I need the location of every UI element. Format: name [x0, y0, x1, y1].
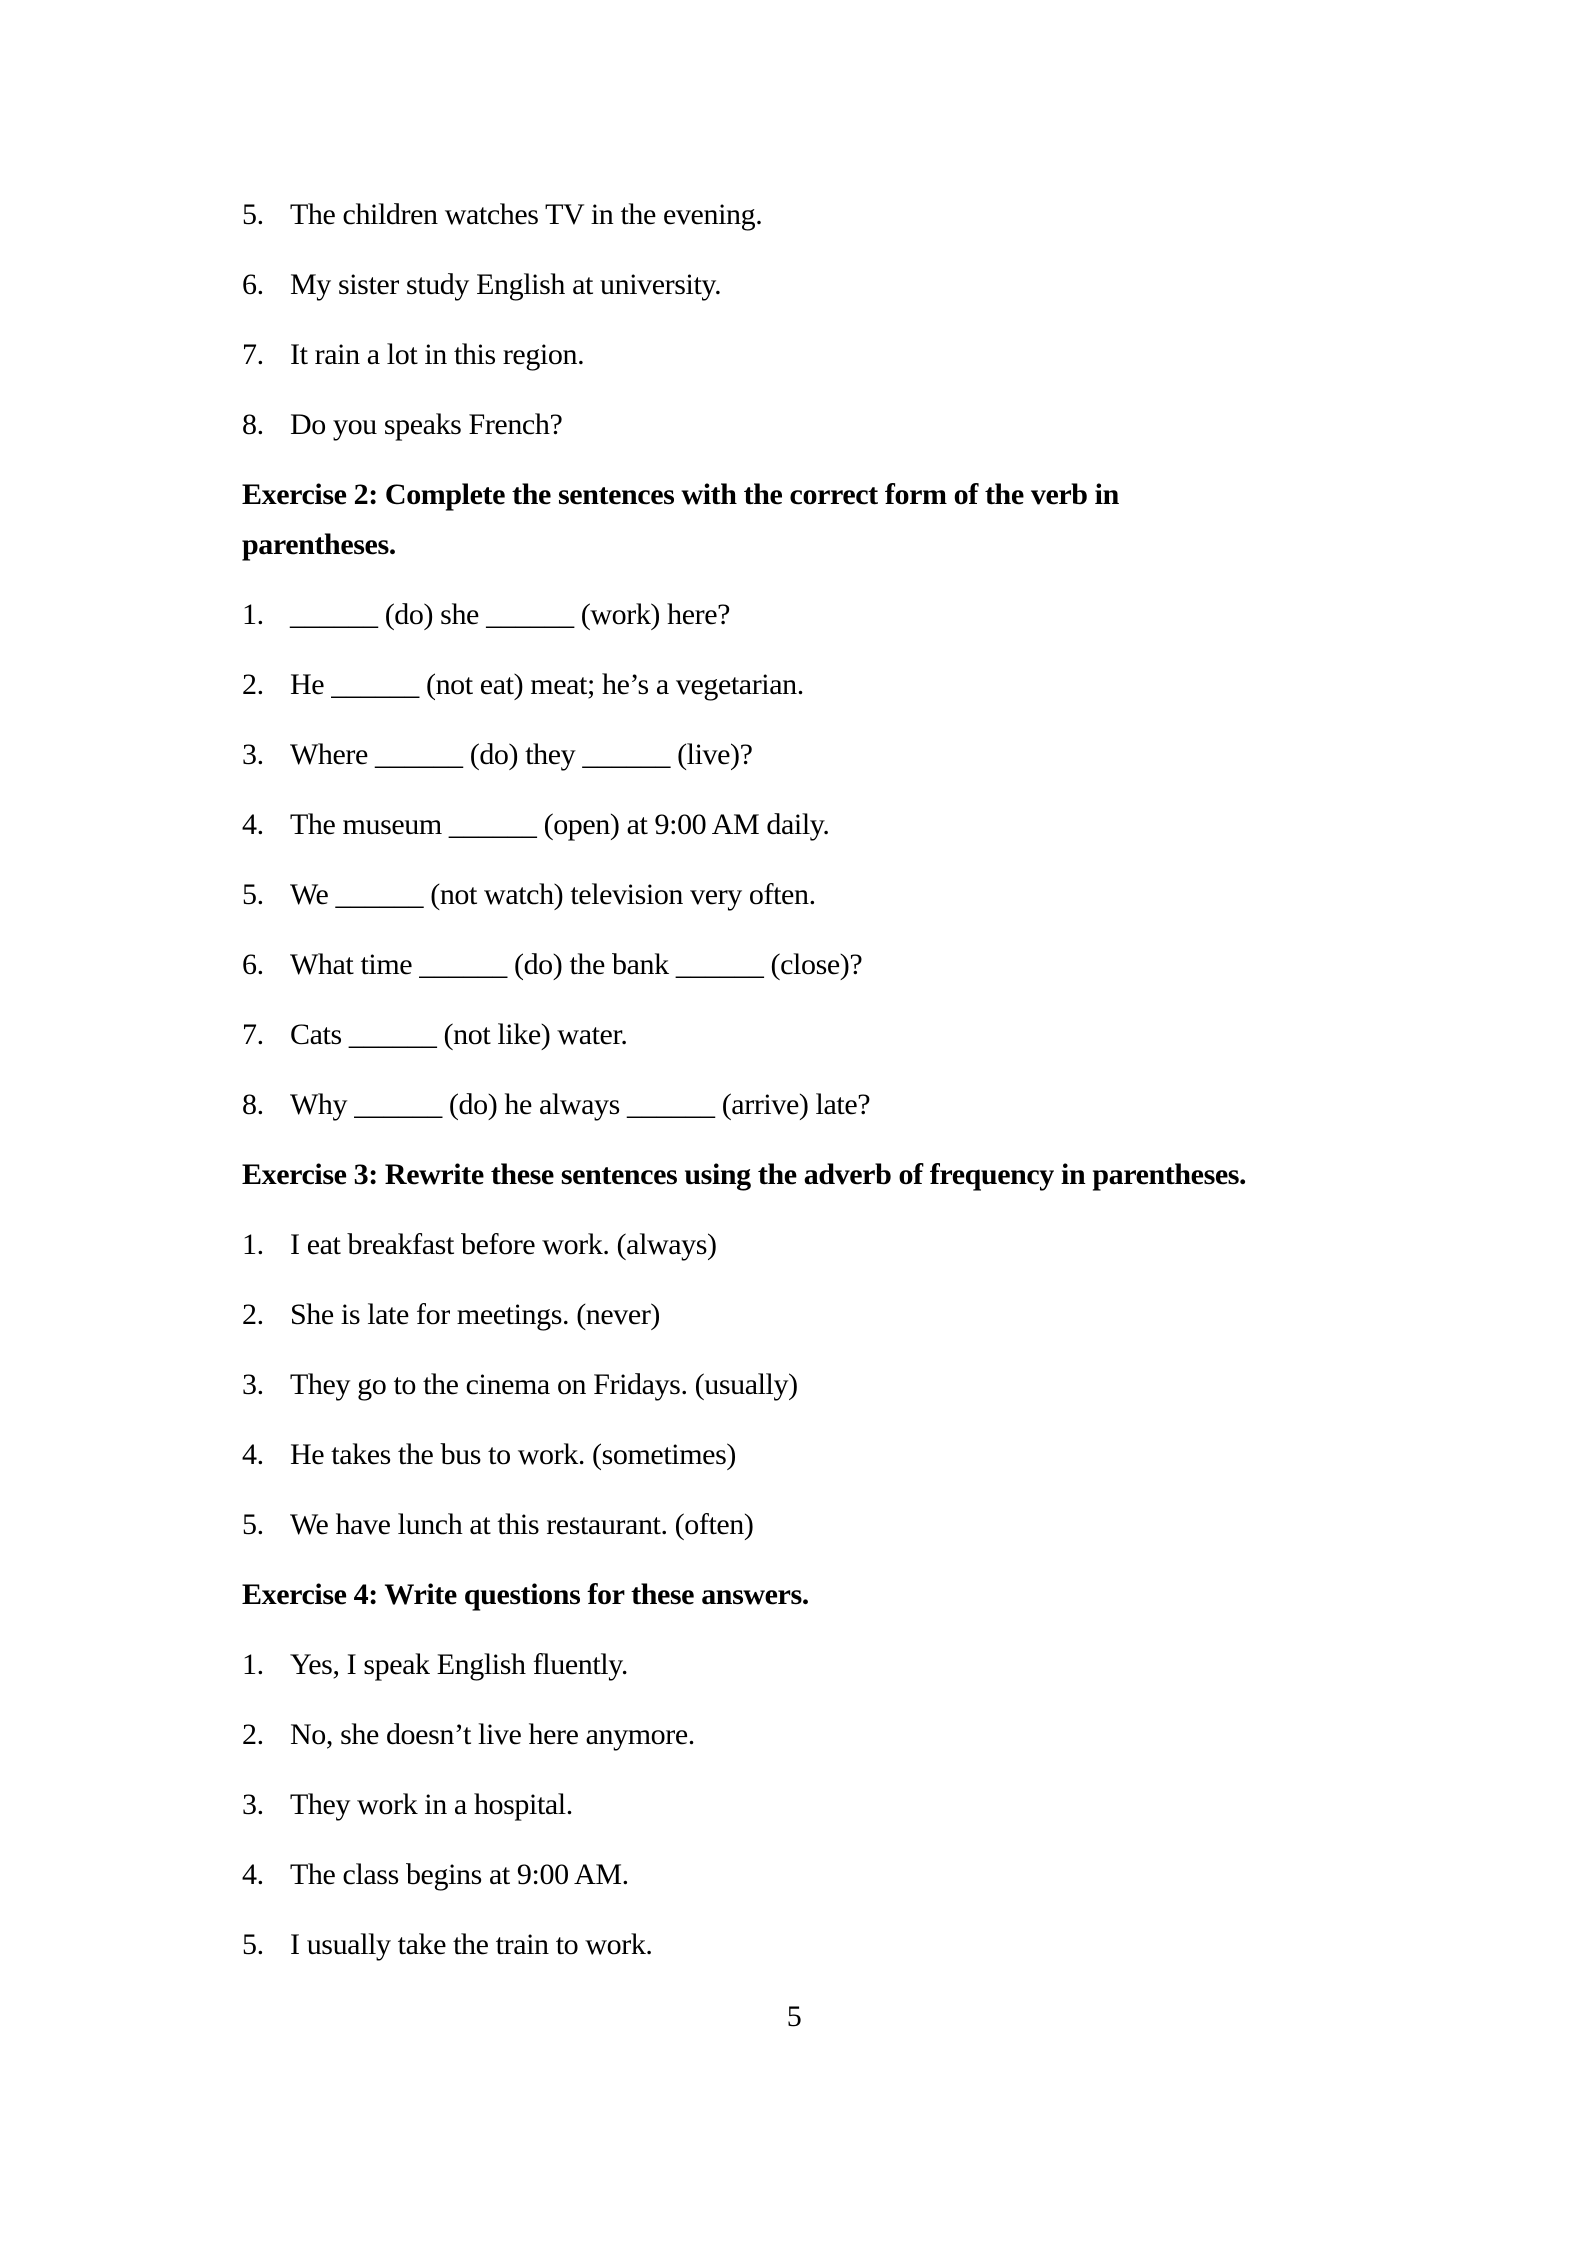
list-item-number: 4.: [242, 1858, 264, 1891]
list-item: [242, 330, 1402, 380]
list-item-number: 5.: [242, 198, 264, 231]
list-item-number: 1.: [242, 598, 264, 631]
list-item-number: 4.: [242, 808, 264, 841]
list-item: [242, 1710, 1402, 1760]
list-item-text: We have lunch at this restaurant. (often): [290, 1508, 754, 1541]
list-item-number: 5.: [242, 1508, 264, 1541]
list-item-text: No, she doesn’t live here anymore.: [290, 1718, 695, 1751]
list-item-number: 7.: [242, 1018, 264, 1051]
page-number: 5: [786, 2000, 802, 2033]
list-item-number: 3.: [242, 738, 264, 771]
list-item: [242, 1850, 1402, 1900]
list-item: [242, 730, 1402, 780]
list-item-number: 2.: [242, 1298, 264, 1331]
list-item-number: 6.: [242, 948, 264, 981]
list-item-text: He takes the bus to work. (sometimes): [290, 1438, 736, 1471]
list-item: [242, 940, 1402, 990]
list-item-text: I usually take the train to work.: [290, 1928, 653, 1961]
list-item-text: Yes, I speak English fluently.: [290, 1648, 628, 1681]
list-item: [242, 1500, 1402, 1550]
list-item-number: 4.: [242, 1438, 264, 1471]
exercise2-heading-line2: parentheses.: [242, 528, 396, 561]
exercise4-heading: [242, 1570, 1402, 1620]
list-item-text: The class begins at 9:00 AM.: [290, 1858, 629, 1891]
list-item-text: Do you speaks French?: [290, 408, 563, 441]
list-item-text: He ______ (not eat) meat; he’s a vegetarian.: [290, 668, 804, 701]
list-item-text: We ______ (not watch) television very often.: [290, 878, 816, 911]
list-item-number: 2.: [242, 1718, 264, 1751]
list-item-number: 7.: [242, 338, 264, 371]
list-item: [242, 1640, 1402, 1690]
list-item: [242, 660, 1402, 710]
list-item: [242, 400, 1402, 450]
exercise3-heading: [242, 1150, 1402, 1200]
list-item-text: Where ______ (do) they ______ (live)?: [290, 738, 753, 771]
list-item: [242, 260, 1402, 310]
list-item-number: 2.: [242, 668, 264, 701]
list-item-text: The museum ______ (open) at 9:00 AM daily.: [290, 808, 830, 841]
list-item-text: ______ (do) she ______ (work) here?: [290, 598, 731, 631]
exercise4-heading-line1: Exercise 4: Write questions for these answers.: [242, 1578, 809, 1611]
list-item-number: 5.: [242, 878, 264, 911]
list-item-number: 3.: [242, 1788, 264, 1821]
list-item-text: What time ______ (do) the bank ______ (close)?: [290, 948, 863, 981]
list-item-text: She is late for meetings. (never): [290, 1298, 661, 1331]
list-item: [242, 1010, 1402, 1060]
list-item-number: 8.: [242, 1088, 264, 1121]
list-item: [242, 1780, 1402, 1830]
list-item-text: My sister study English at university.: [290, 268, 722, 301]
list-item-number: 1.: [242, 1648, 264, 1681]
list-item: [242, 590, 1402, 640]
exercise2-heading: [242, 470, 1402, 570]
exercise3-heading-line1: Exercise 3: Rewrite these sentences using the adverb of frequency in parentheses.: [242, 1158, 1247, 1191]
list-item-text: The children watches TV in the evening.: [290, 198, 763, 231]
list-item: [242, 800, 1402, 850]
list-item-text: I eat breakfast before work. (always): [290, 1228, 717, 1261]
list-item: [242, 870, 1402, 920]
exercise2-heading-line1: Exercise 2: Complete the sentences with the correct form of the verb in: [242, 478, 1119, 511]
list-item-number: 1.: [242, 1228, 264, 1261]
list-item-number: 3.: [242, 1368, 264, 1401]
list-item-text: Cats ______ (not like) water.: [290, 1018, 628, 1051]
list-item: [242, 1360, 1402, 1410]
list-item-number: 5.: [242, 1928, 264, 1961]
list-item-text: Why ______ (do) he always ______ (arrive) late?: [290, 1088, 871, 1121]
list-item-text: They go to the cinema on Fridays. (usually): [290, 1368, 798, 1401]
list-item-number: 6.: [242, 268, 264, 301]
list-item: [242, 1080, 1402, 1130]
list-item-text: They work in a hospital.: [290, 1788, 573, 1821]
list-item: [242, 1220, 1402, 1270]
list-item-number: 8.: [242, 408, 264, 441]
list-item: [242, 190, 1402, 240]
list-item: [242, 1430, 1402, 1480]
list-item: [242, 1920, 1402, 1970]
list-item-text: It rain a lot in this region.: [290, 338, 585, 371]
list-item: [242, 1290, 1402, 1340]
page-content: [242, 190, 1402, 1990]
